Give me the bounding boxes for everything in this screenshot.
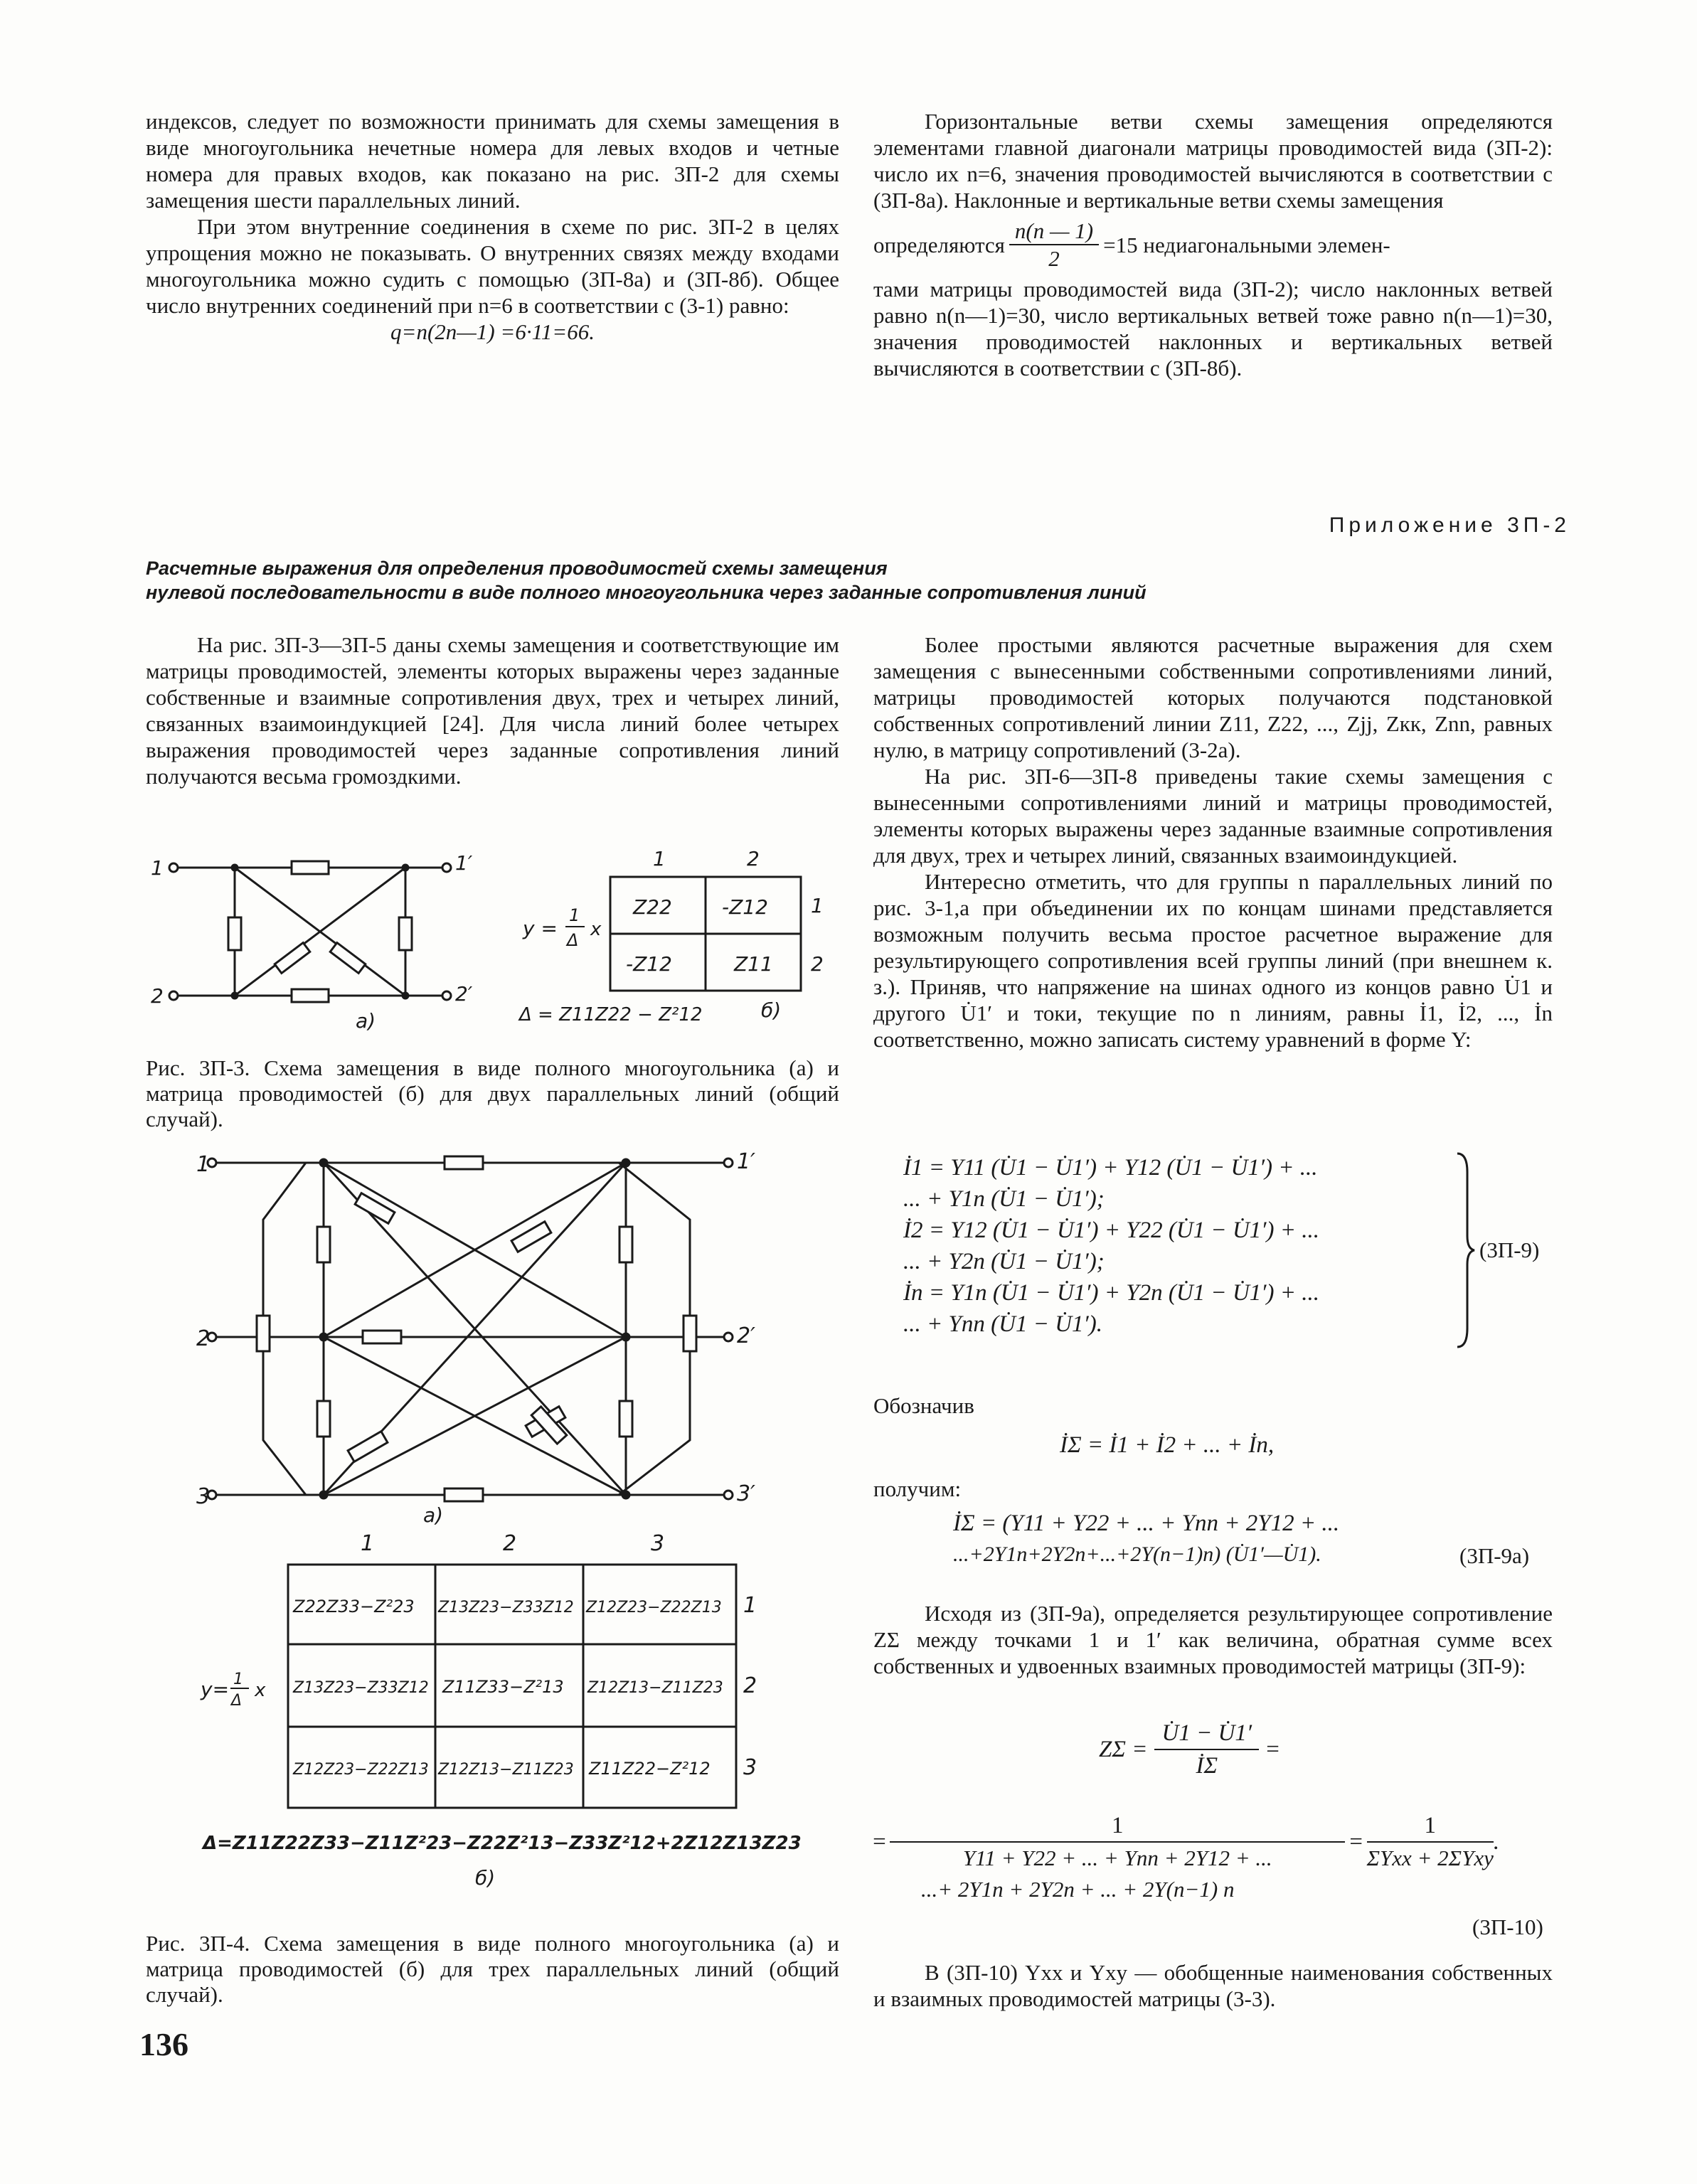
top-left-column: [146, 108, 839, 345]
matrix-row-header-3: 3: [743, 1755, 757, 1780]
equation-line: İΣ = (Y11 + Y22 + ... + Ynn + 2Y12 + ...: [953, 1511, 1340, 1536]
matrix-cell-32: Z12Z13−Z11Z23: [438, 1761, 574, 1779]
equation-line: ... + Ynn (U̇1 − U̇1′).: [903, 1311, 1103, 1337]
matrix-col-header-1: 1: [653, 850, 666, 870]
equation-label: (3П-9а): [1459, 1543, 1530, 1568]
matrix-cell-21: -Z12: [626, 952, 672, 976]
delta-formula: Δ=Z11Z22Z33−Z11Z²23−Z22Z²13−Z33Z²12+2Z12Z13Z23: [203, 1833, 802, 1854]
delta-formula: Δ = Z11Z22 − Z²12: [519, 1004, 703, 1026]
node-label-2p: 2′: [455, 982, 473, 1006]
fraction-denominator: 2: [1048, 246, 1060, 271]
equation-line: İn = Y1n (U̇1 − U̇1′) + Y2n (U̇1 − U̇1′) + ...: [903, 1280, 1320, 1306]
y-frac-den: Δ: [567, 930, 579, 950]
equation-line: ... + Y1n (U̇1 − U̇1′);: [903, 1186, 1105, 1212]
y-x: x: [590, 919, 602, 940]
page-number: 136: [139, 2026, 188, 2062]
equals-sign: =: [1348, 1829, 1364, 1855]
matrix-cell-23: Z12Z13−Z11Z23: [587, 1679, 723, 1697]
period: .: [1493, 1829, 1500, 1855]
matrix-row-header-1: 1: [743, 1593, 757, 1618]
final-paragraph: [873, 1959, 1553, 2012]
equation-line: ... + Y2n (U̇1 − U̇1′);: [903, 1249, 1105, 1274]
equation-line: İ1 = Y11 (U̇1 − U̇1′) + Y12 (U̇1 − U̇1′) + ...: [903, 1155, 1318, 1181]
matrix-col-header-2: 2: [503, 1531, 517, 1556]
y-equation: y =: [523, 917, 558, 940]
node-label-1: 1: [196, 1152, 211, 1177]
node-label-3: 3: [196, 1484, 211, 1509]
paragraph: Исходя из (3П-9а), определяется результирующее сопротивление ZΣ между точками 1 и 1′ как величина, обратная сумме всех собственных и удвоенных взаимных проводимостей матрицы (3П-9):: [873, 1601, 1553, 1678]
fraction-numerator: 1: [890, 1810, 1345, 1843]
matrix-col-header-2: 2: [747, 850, 760, 870]
brace-icon: [1454, 1151, 1476, 1350]
paragraph: индексов, следует по возможности принимать для схемы замещения в виде многоугольника нечетные номера для левых входов и четные номера для правых входов, как показано на рис. 3П-2 для схемы замещения шести параллельных линий.: [146, 109, 839, 213]
fraction-numerator: 1: [1367, 1810, 1494, 1843]
node-label-3p: 3′: [737, 1481, 755, 1506]
matrix-cell-12: -Z12: [722, 895, 768, 919]
matrix-col-header-3: 3: [651, 1531, 665, 1556]
node-label-1p: 1′: [455, 851, 473, 875]
matrix-cell-13: Z12Z23−Z22Z13: [586, 1599, 722, 1616]
equation-line: ...+2Y1n+2Y2n+...+2Y(n−1)n) (U̇1′—U̇1).: [953, 1543, 1321, 1566]
oboznachiv-text: Обозначив: [873, 1393, 974, 1418]
y-frac-num: 1: [569, 905, 580, 925]
node-label-1: 1: [151, 856, 164, 880]
paragraph: Горизонтальные ветви схемы замещения определяются элементами главной диагонали матрицы проводимостей вида (3П-2): число их n=6, значения проводимостей вычисляются в соответствии с (3П-8а). Наклонные и вертикальные ветви схемы замещения: [873, 109, 1553, 213]
fraction: [1154, 1717, 1259, 1781]
matrix-cell-22: Z11: [734, 952, 773, 976]
fraction-numerator: n(n — 1): [1009, 218, 1099, 245]
paragraph: На рис. 3П-3—3П-5 даны схемы замещения и соответствующие им матрицы проводимостей, элементы которых выражены через заданные собственные и взаимные сопротивления двух, трех и четырех линий, связанных взаимоиндукцией [24]. Для числа линий более четырех выражения проводимостей через заданные сопротивления линий получаются весьма громоздкими.: [146, 632, 839, 789]
y-x: x: [255, 1680, 266, 1701]
paragraph: Интересно отметить, что для группы n параллельных линий по рис. 3-1,а при объединении их по концам шинами представляется возможным получить весьма простое расчетное выражение для результирующего сопротивления всей группы линий (при внешнем к. з.). Приняв, что напряжение на шинах одного из концов равно U̇1 и другого U̇1′ и токи, текущие по n линиям, равны İ1, İ2, ..., İn соответственно, можно записать систему уравнений в форме Y:: [873, 869, 1553, 1052]
node-label-2: 2: [151, 984, 164, 1008]
top-right-column: [873, 108, 1553, 381]
circuit-diagram-a: [169, 861, 451, 1002]
figure-caption-3p3: Рис. 3П-3. Схема замещения в виде полного многоугольника (а) и матрица проводимостей (б) для двух параллельных линий (общий случай).: [146, 1055, 839, 1131]
matrix-row-header-2: 2: [811, 952, 824, 976]
formula: q=n(2n—1) =6·11=66.: [390, 319, 595, 344]
paragraph: При этом внутренние соединения в схеме по рис. 3П-2 в целях упрощения можно не показывать. О внутренних связях между входами многоугольника можно судить с помощью (3П-8а) и (3П-8б). Общее число внутренних соединений при n=6 в соответствии с (3-1) равно:: [146, 214, 839, 318]
equation-3p10-part1: [1099, 1717, 1280, 1781]
mid-right-column: [873, 632, 1553, 1053]
poluchim-text: получим:: [873, 1476, 962, 1501]
fraction-post: =15 недиагональными элемен-: [1103, 232, 1390, 257]
figure-3p4-circuit: [142, 1141, 853, 1525]
subfigure-label-b: б): [761, 998, 782, 1022]
matrix-cell-12: Z13Z23−Z33Z12: [438, 1599, 574, 1616]
matrix-row-header-2: 2: [743, 1673, 757, 1698]
fraction-denominator: Y11 + Y22 + ... + Ynn + 2Y12 + ...: [962, 1845, 1272, 1870]
equation-3p9: [903, 1152, 1472, 1340]
fraction-denominator: İΣ: [1196, 1753, 1218, 1779]
equation-3p9a: [953, 1508, 1451, 1570]
equation-line: İ2 = Y12 (U̇1 − U̇1′) + Y22 (U̇1 − U̇1′) + ...: [903, 1218, 1320, 1243]
equation-3p10-part2: [871, 1810, 1554, 1905]
figure-3p4-matrix: [142, 1529, 853, 1927]
mid-left-column: [146, 632, 839, 789]
section-title: [146, 556, 1568, 604]
figure-caption-3p4: Рис. 3П-4. Схема замещения в виде полного многоугольника (а) и матрица проводимостей (б) для трех параллельных линий (общий случай).: [146, 1931, 839, 2007]
matrix-cell-11: Z22: [633, 895, 672, 919]
matrix-row-header-1: 1: [811, 894, 824, 917]
matrix-cell-33: Z11Z22−Z²12: [589, 1759, 711, 1779]
fraction-pre: определяются: [873, 232, 1005, 257]
section-title-line-2: нулевой последовательности в виде полного многоугольника через заданные сопротивления линий: [146, 582, 1147, 603]
section-title-line-1: Расчетные выражения для определения проводимостей схемы замещения: [146, 558, 888, 579]
subfigure-label-a: а): [356, 1009, 376, 1033]
y-equation: y=: [201, 1678, 230, 1701]
equals-sign: =: [1265, 1737, 1281, 1762]
paragraph: Более простыми являются расчетные выражения для схем замещения с вынесенными собственными сопротивлениями линий, матрицы проводимостей которых получаются подстановкой собственных сопротивлений линии Z11, Z22, ..., Zjj, Zкк, Znn, равных нулю, в матрицу сопротивлений (3-2а).: [873, 632, 1553, 762]
subfigure-label-a: а): [423, 1503, 444, 1525]
fraction-line: [873, 218, 1553, 272]
fraction: [1009, 218, 1099, 272]
matrix-cell-21: Z13Z23−Z33Z12: [293, 1679, 429, 1697]
equals-sign: =: [871, 1829, 888, 1855]
matrix-cell-31: Z12Z23−Z22Z13: [293, 1761, 429, 1779]
paragraph: На рис. 3П-6—3П-8 приведены такие схемы замещения с вынесенными сопротивлениями линий и матрицы проводимостей, элементы которых выражены через заданные взаимные сопротивления для двух, трех и четырех линий, связанных взаимоиндукцией.: [873, 764, 1553, 868]
matrix-cell-11: Z22Z33−Z²23: [293, 1597, 415, 1616]
node-label-1p: 1′: [737, 1149, 755, 1174]
equation-line: ...+ 2Y1n + 2Y2n + ... + 2Y(n−1) n: [921, 1877, 1235, 1902]
subfigure-label-b: б): [475, 1866, 496, 1890]
paragraph: тами матрицы проводимостей вида (3П-2); число наклонных ветвей равно n(n—1)=30, число вертикальных ветвей тоже равно n(n—1)=30, значения проводимостей наклонных и вертикальных ветвей вычисляются в соответствии с (3П-8б).: [873, 277, 1553, 380]
node-label-2: 2: [196, 1326, 211, 1351]
paragraph: В (3П-10) Yxx и Yxy — обобщенные наименования собственных и взаимных проводимостей матрицы (3-3).: [873, 1960, 1553, 2011]
y-frac-den: Δ: [231, 1692, 243, 1710]
y-frac-num: 1: [233, 1671, 243, 1688]
appendix-heading: Приложение 3П-2: [1329, 513, 1570, 537]
figure-3p3: [142, 850, 853, 1035]
equation-label: (3П-9): [1479, 1237, 1540, 1262]
fraction: [890, 1810, 1345, 1874]
node-label-2p: 2′: [737, 1323, 755, 1348]
fraction-numerator: U̇1 − U̇1′: [1154, 1717, 1259, 1750]
fraction: [1367, 1810, 1494, 1874]
equation-label: (3П-10): [1472, 1914, 1543, 1939]
matrix-cell-22: Z11Z33−Z²13: [442, 1677, 564, 1697]
ishodya-paragraph: [873, 1600, 1553, 1679]
fraction-denominator: ΣYxx + 2ΣYxy: [1366, 1845, 1494, 1870]
sum-equation: İΣ = İ1 + İ2 + ... + İn,: [1060, 1432, 1275, 1458]
matrix-col-header-1: 1: [361, 1531, 375, 1556]
equation-lhs: ZΣ =: [1099, 1737, 1148, 1762]
